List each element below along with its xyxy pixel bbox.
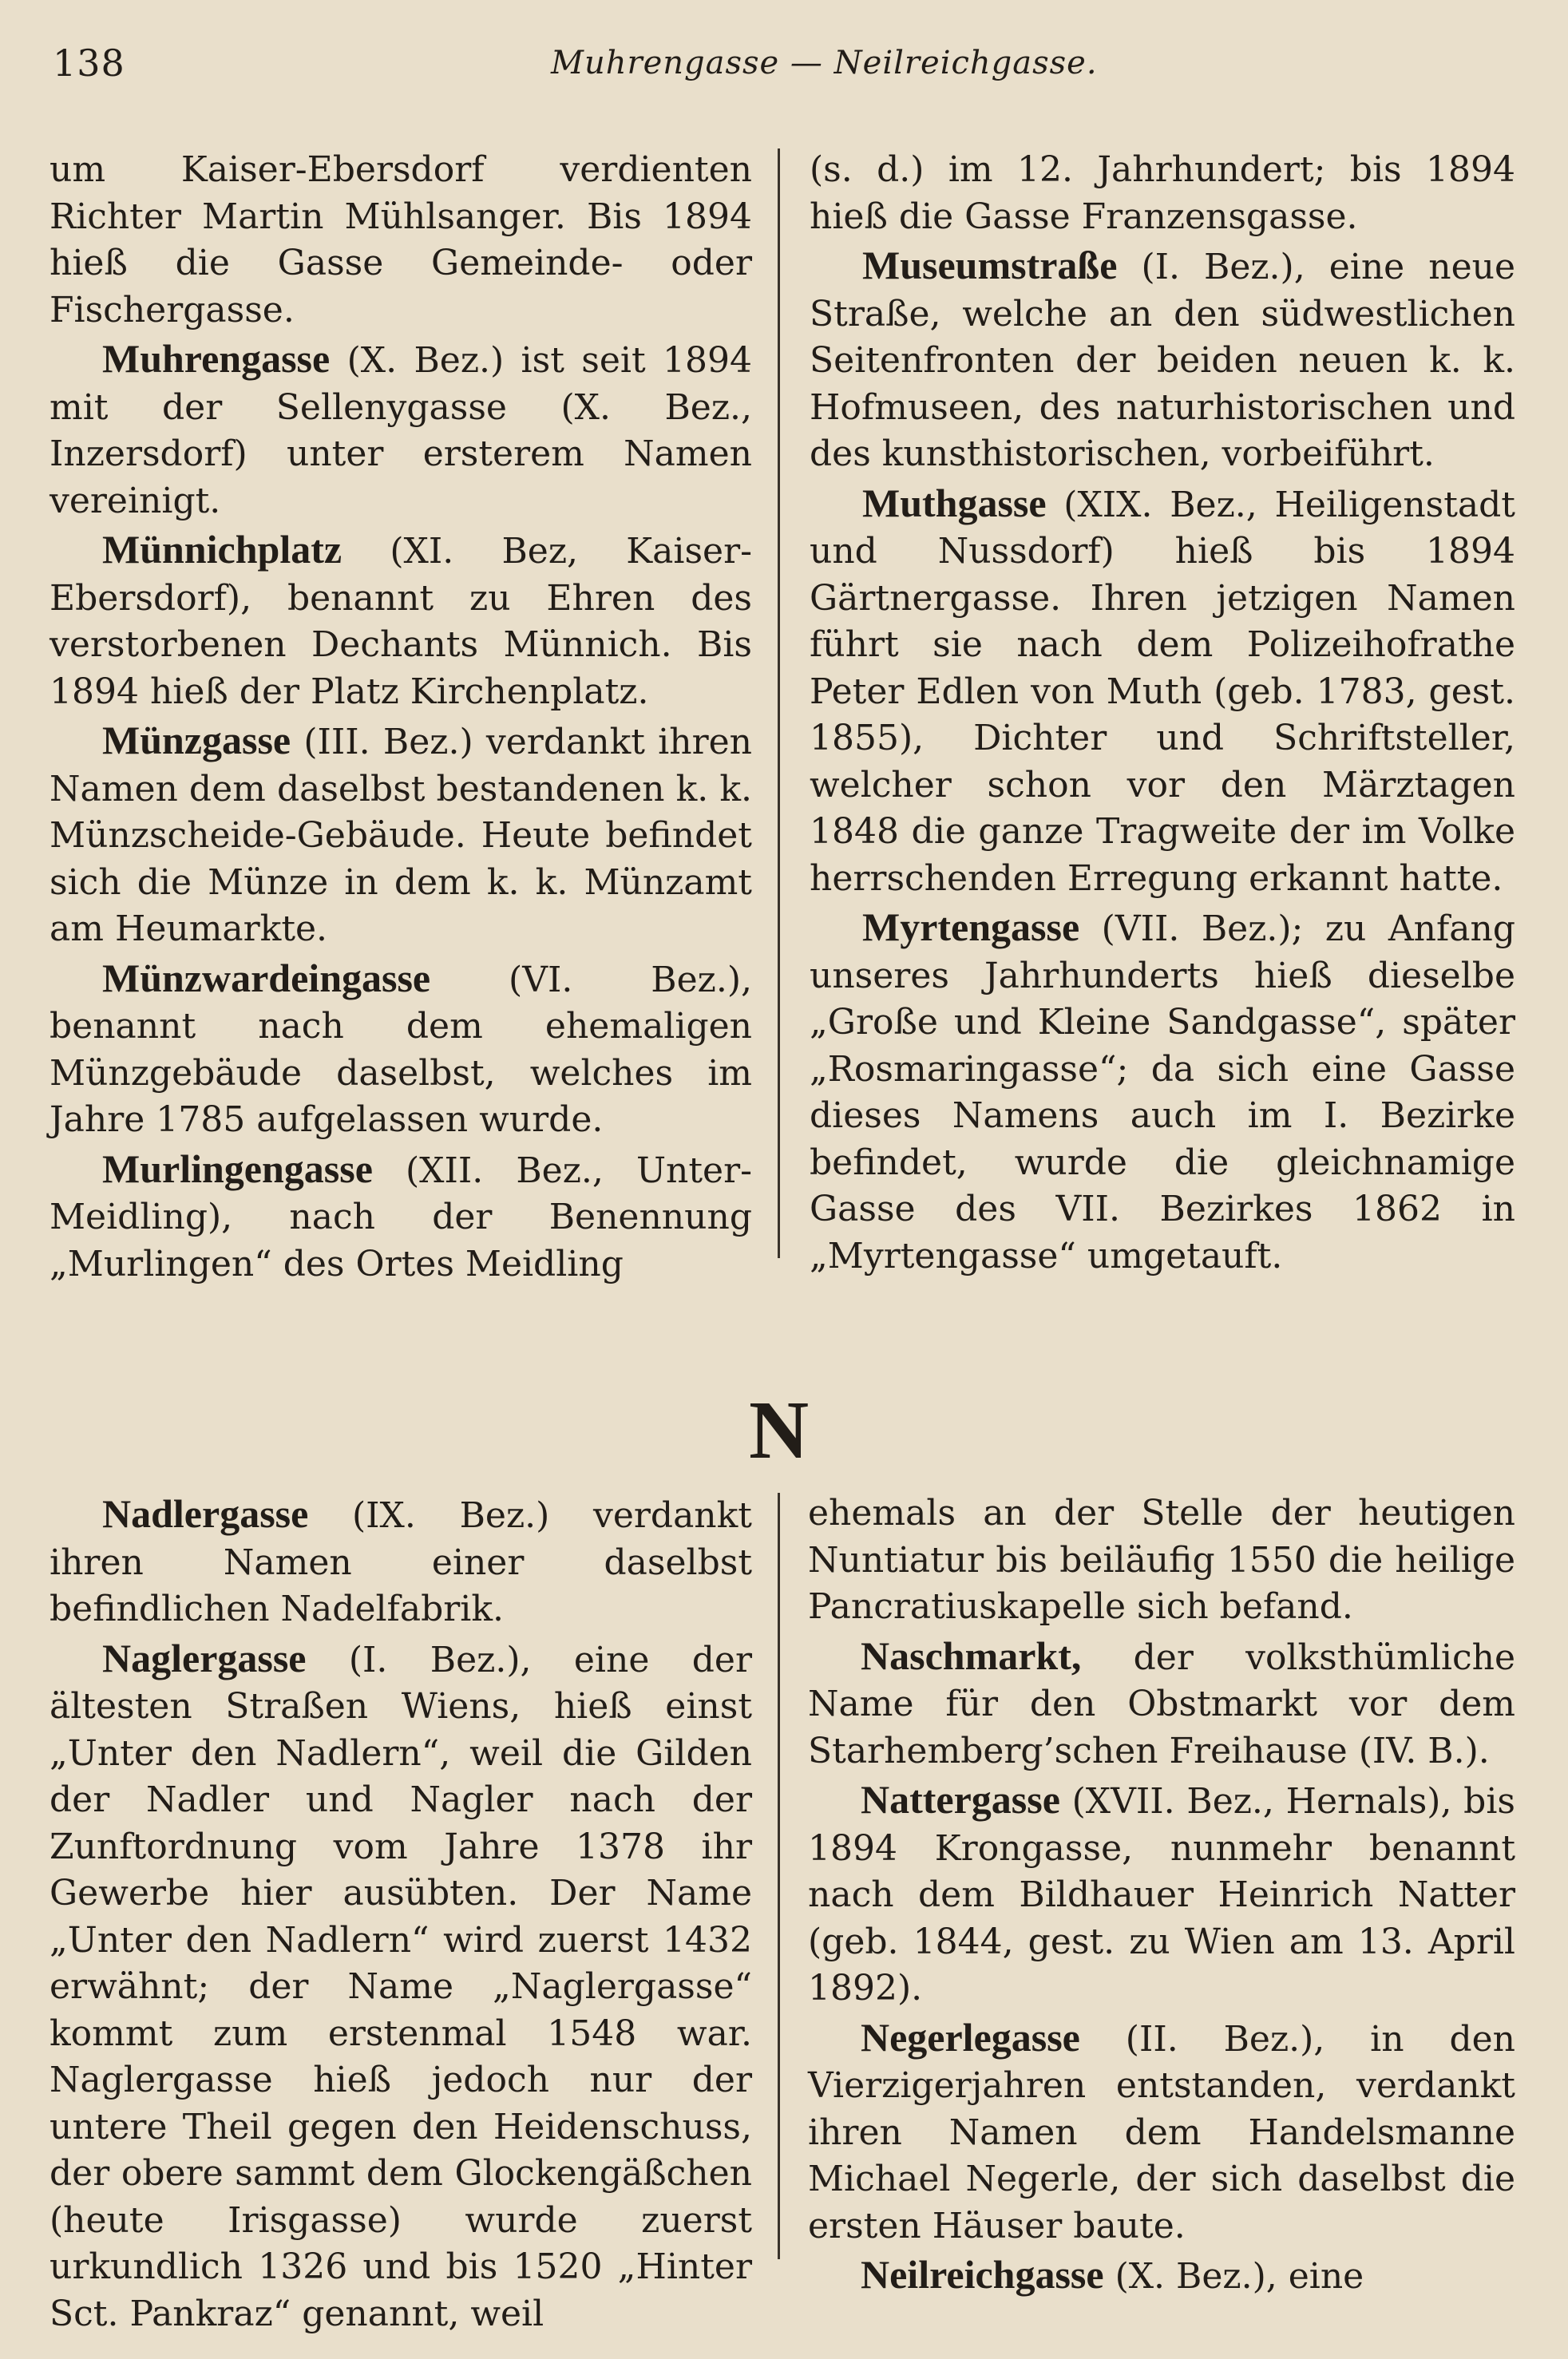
continuation-text: ehemals an der Stelle der heutigen Nuntiatur bis beiläufig 1550 die heilige Pancratiuskapelle sich befand. — [808, 1493, 1515, 1627]
column-divider-top — [778, 148, 780, 1258]
entry-muhrengasse — [49, 335, 752, 524]
column-bottom-left — [49, 1490, 752, 2339]
entry-text: (I. Bez.), eine neue Straße, welche an den südwestlichen Seitenfronten der beiden neuen k. k. Hofmuseen, des naturhistorischen und des kunsthistorischen, vorbeiführt. — [810, 247, 1515, 474]
entry-lemma: Münzwardeingasse — [102, 955, 431, 1000]
section-letter: N — [749, 1384, 810, 1476]
entry-text: (X. Bez.), eine — [1103, 2256, 1364, 2297]
entry-lemma: Muhrengasse — [102, 336, 331, 381]
entry-naglergasse — [49, 1635, 752, 2338]
entry-text: der volksthümliche Name für den Obstmarkt vor dem Starhemberg’schen Freihause (IV. B.). — [808, 1637, 1515, 1771]
entry-lemma: Murlingengasse — [102, 1146, 373, 1191]
entry-lemma: Muthgasse — [862, 480, 1047, 525]
column-top-left — [49, 147, 752, 1289]
entry-museumstrasse — [810, 242, 1515, 478]
entry-naschmarkt — [808, 1633, 1515, 1775]
entry-text: (VI. Bez.), benannt nach dem ehemaligen Münzgebäude daselbst, welches im Jahre 1785 aufgelassen wurde. — [49, 959, 752, 1140]
entry-myrtengasse — [810, 904, 1515, 1280]
entry-lemma: Negerlegasse — [861, 2014, 1080, 2060]
entry-muennichplatz — [49, 526, 752, 715]
entry-murlingengasse — [49, 1146, 752, 1288]
entry-muenzgasse — [49, 717, 752, 953]
entry-lemma: Naschmarkt, — [861, 1633, 1082, 1678]
entry-lemma: Nadlergasse — [102, 1491, 309, 1536]
entry-neilreichgasse — [808, 2251, 1515, 2301]
continuation-text: um Kaiser-Ebersdorf verdienten Richter Martin Mühlsanger. Bis 1894 hieß die Gasse Gemeinde- oder Fischergasse. — [49, 149, 752, 330]
entry-text: (III. Bez.) verdankt ihren Namen dem daselbst bestandenen k. k. Münzscheide-Gebäude. Heute befindet sich die Münze in dem k. k. Münzamt am Heumarkte. — [49, 722, 752, 949]
entry-text: (IX. Bez.) verdankt ihren Namen einer daselbst befindlichen Nadelfabrik. — [49, 1495, 752, 1629]
entry-text: (XVII. Bez., Hernals), bis 1894 Krongasse, nunmehr benannt nach dem Bildhauer Heinrich Natter (geb. 1844, gest. zu Wien am 13. April 1892). — [808, 1781, 1515, 2009]
entry-text: (XII. Bez., Unter-Meidling), nach der Benennung „Murlingen“ des Ortes Meidling — [49, 1150, 752, 1284]
page-number: 138 — [53, 42, 125, 85]
entry-negerlegasse — [808, 2014, 1515, 2250]
entry-text: (I. Bez.), eine der ältesten Straßen Wiens, hieß einst „Unter den Nadlern“, weil die Gilden der Nadler und Nagler nach der Zunftordnung vom Jahre 1378 ihr Gewerbe hier ausübten. Der Name „Unter den Nadlern“ wird zuerst 1432 erwähnt; der Name „Naglergasse“ kommt zum erstenmal 1548 war. Naglergasse hieß jedoch nur der untere Theil gegen den Heidenschuss, der obere sammt dem Glockengäßchen (heute Irisgasse) wurde zuerst urkundlich 1326 und bis 1520 „Hinter Sct. Pankraz“ genannt, weil — [49, 1639, 752, 2334]
entry-text: (X. Bez.) ist seit 1894 mit der Sellenygasse (X. Bez., Inzersdorf) unter ersterem Namen vereinigt. — [49, 340, 752, 521]
entry-text: (XIX. Bez., Heiligenstadt und Nussdorf) hieß bis 1894 Gärtnergasse. Ihren jetzigen Namen führt sie nach dem Polizeihofrathe Peter Edlen von Muth (geb. 1783, gest. 1855), Dichter und Schriftsteller, welcher schon vor den Märztagen 1848 die ganze Tragweite der im Volke herrschenden Erregung erkannt hatte. — [810, 484, 1515, 899]
entry-muenzwardeingasse — [49, 955, 752, 1144]
entry-lemma: Naglergasse — [102, 1635, 307, 1680]
entry-nadlergasse — [49, 1490, 752, 1633]
continuation-text: (s. d.) im 12. Jahrhundert; bis 1894 hieß die Gasse Franzensgasse. — [810, 149, 1515, 237]
entry-nattergasse — [808, 1776, 1515, 2013]
entry-lemma: Myrtengasse — [862, 904, 1080, 949]
entry-lemma: Neilreichgasse — [861, 2252, 1104, 2297]
entry-text: (II. Bez.), in den Vierzigerjahren entstanden, verdankt ihren Namen dem Handelsmanne Michael Negerle, der sich daselbst die ersten Häuser baute. — [808, 2018, 1515, 2246]
column-bottom-right — [808, 1490, 1515, 2302]
entry-text: (XI. Bez, Kaiser-Ebersdorf), benannt zu Ehren des verstorbenen Dechants Münnich. Bis 1894 hieß der Platz Kirchenplatz. — [49, 531, 752, 712]
entry-muthgasse — [810, 480, 1515, 903]
entry-lemma: Nattergasse — [861, 1777, 1060, 1822]
entry-lemma: Münzgasse — [102, 718, 291, 762]
entry-text: (VII. Bez.); zu Anfang unseres Jahrhunderts hieß dieselbe „Große und Kleine Sandgasse“, später „Rosmaringasse“; da sich eine Gasse dieses Namens auch im I. Bezirke befindet, wurde die gleichnamige Gasse des VII. Bezirkes 1862 in „Myrtengasse“ umgetauft. — [810, 908, 1515, 1276]
column-divider-bottom — [778, 1493, 780, 2259]
entry-lemma: Münnichplatz — [102, 527, 343, 572]
column-top-right — [810, 147, 1515, 1281]
entry-lemma: Museumstraße — [862, 243, 1118, 287]
running-head: Muhrengasse — Neilreichgasse. — [551, 45, 1098, 81]
